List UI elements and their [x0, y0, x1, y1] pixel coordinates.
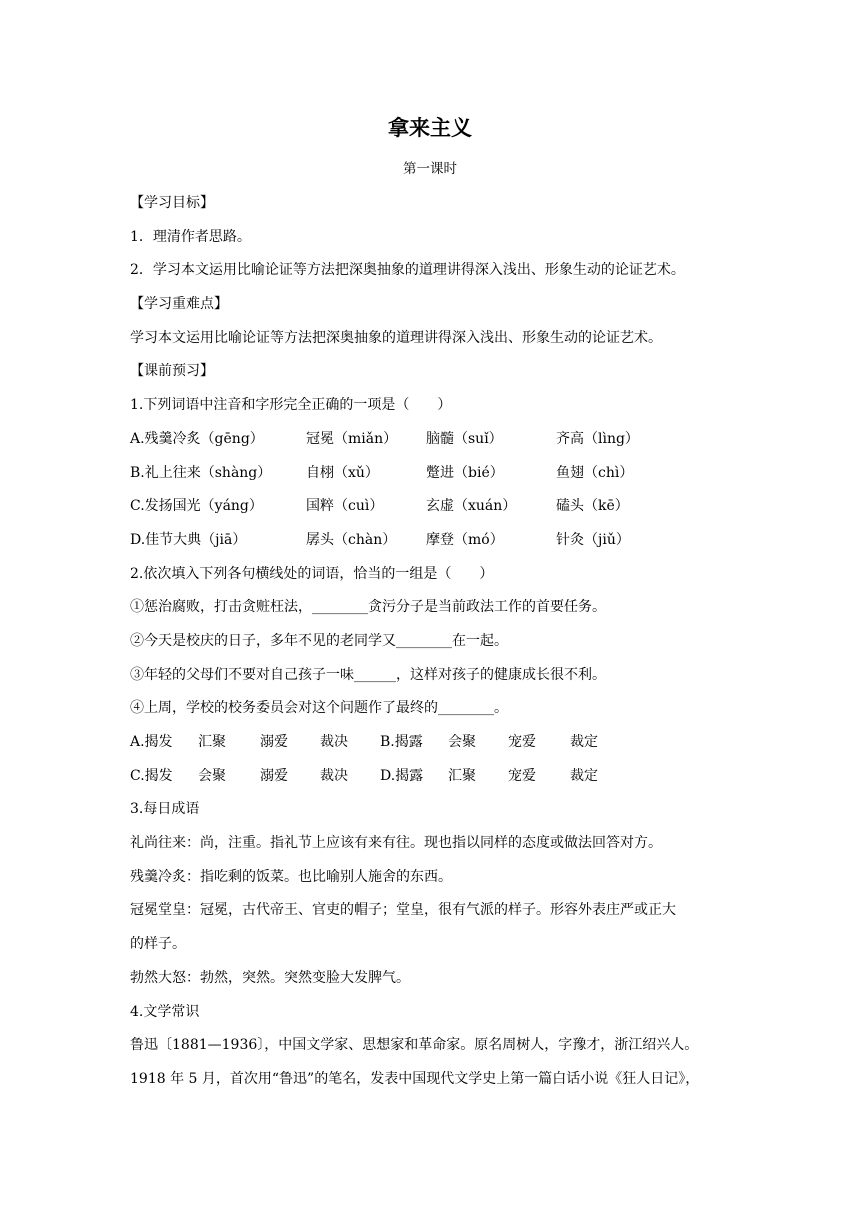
option-word: 蹩进（bié）	[426, 464, 504, 481]
option-word: 针灸（jiǔ）	[556, 531, 630, 548]
idiom-line: 残羹冷炙：指吃剩的饭菜。也比喻别人施舍的东西。	[130, 868, 452, 885]
option-word: D.揭露	[380, 767, 424, 784]
question-2-options-cd	[130, 760, 740, 794]
option-word: 国粹（cuì）	[306, 498, 384, 515]
section-heading-key-points: 【学习重难点】	[130, 296, 228, 313]
option-word: 会聚	[448, 734, 476, 750]
question-1-option-b	[130, 457, 740, 491]
option-word: 宠爱	[508, 734, 536, 750]
option-word: A.揭发	[130, 734, 173, 750]
question-1-option-d	[130, 524, 740, 558]
option-word: B.礼上往来（shàng）	[130, 464, 272, 481]
question-1-option-c	[130, 490, 740, 524]
option-word: 会聚	[198, 767, 226, 784]
option-word: 溺爱	[260, 734, 288, 750]
option-word: B.揭露	[380, 734, 423, 750]
idiom-line: 的样子。	[130, 936, 186, 953]
section-heading-preview: 【课前预习】	[130, 363, 214, 380]
question-2-sentence: ④上周，学校的校务委员会对这个问题作了最终的________。	[130, 700, 508, 717]
option-word: 宠爱	[508, 767, 536, 784]
question-1-option-a	[130, 423, 740, 457]
idiom-line: 礼尚往来：尚，注重。指礼节上应该有来有往。现也指以同样的态度或做法回答对方。	[130, 835, 662, 852]
option-word: 玄虚（xuán）	[426, 498, 517, 515]
option-word: 鱼翅（chì）	[556, 464, 634, 481]
goal-item: 1．理清作者思路。	[130, 228, 251, 245]
option-word: C.发扬国光（yáng）	[130, 498, 263, 515]
option-word: C.揭发	[130, 767, 173, 784]
section-heading-goals: 【学习目标】	[130, 195, 214, 211]
question-3-stem: 3.每日成语	[130, 801, 200, 818]
question-1-stem: 1.下列词语中注音和字形完全正确的一项是（ ）	[130, 397, 452, 414]
option-word: 脑髓（suǐ）	[426, 430, 503, 447]
option-word: 裁决	[320, 734, 348, 750]
idiom-line: 冠冕堂皇：冠冕，古代帝王、官吏的帽子；堂皇，很有气派的样子。形容外表庄严或正大	[130, 902, 676, 919]
question-2-sentence: ①惩治腐败，打击贪赃枉法，________贪污分子是当前政法工作的首要任务。	[130, 599, 606, 616]
question-2-sentence: ③年轻的父母们不要对自己孩子一味______，这样对孩子的健康成长很不利。	[130, 666, 606, 683]
lesson-subtitle: 第一课时	[403, 161, 457, 177]
question-2-stem: 2.依次填入下列各句横线处的词语，恰当的一组是（ ）	[130, 565, 494, 582]
option-word: 汇聚	[198, 734, 226, 750]
option-word: D.佳节大典（jiā）	[130, 531, 247, 548]
document-body	[130, 187, 740, 1097]
option-word: 裁定	[570, 734, 598, 750]
option-word: A.残羹冷炙（gēng）	[130, 430, 264, 447]
option-word: 裁决	[320, 767, 348, 784]
literature-line: 鲁迅〔1881—1936〕，中国文学家、思想家和革命家。原名周树人，字豫才，浙江绍兴人。	[130, 1037, 699, 1054]
option-word: 冠冕（miǎn）	[306, 430, 398, 447]
option-word: 摩登（mó）	[426, 531, 504, 548]
idiom-line: 勃然大怒：勃然，突然。突然变脸大发脾气。	[130, 969, 410, 986]
key-points-text: 学习本文运用比喻论证等方法把深奥抽象的道理讲得深入浅出、形象生动的论证艺术。	[130, 329, 662, 346]
option-word: 溺爱	[260, 767, 288, 784]
option-word: 裁定	[570, 767, 598, 784]
option-word: 磕头（kē）	[556, 498, 629, 515]
option-word: 孱头（chàn）	[306, 531, 397, 548]
question-4-stem: 4.文学常识	[130, 1003, 200, 1020]
literature-line: 1918 年 5 月，首次用“鲁迅”的笔名，发表中国现代文学史上第一篇白话小说《狂人日记》，	[130, 1070, 700, 1087]
option-word: 齐高（lìng）	[556, 430, 639, 447]
goal-item: 2．学习本文运用比喻论证等方法把深奥抽象的道理讲得深入浅出、形象生动的论证艺术。	[130, 262, 685, 279]
option-word: 汇聚	[448, 767, 476, 784]
question-2-options-ab	[130, 726, 740, 760]
question-2-sentence: ②今天是校庆的日子，多年不见的老同学又________在一起。	[130, 632, 508, 649]
document-title: 拿来主义	[388, 116, 472, 140]
option-word: 自栩（xǔ）	[306, 464, 379, 481]
